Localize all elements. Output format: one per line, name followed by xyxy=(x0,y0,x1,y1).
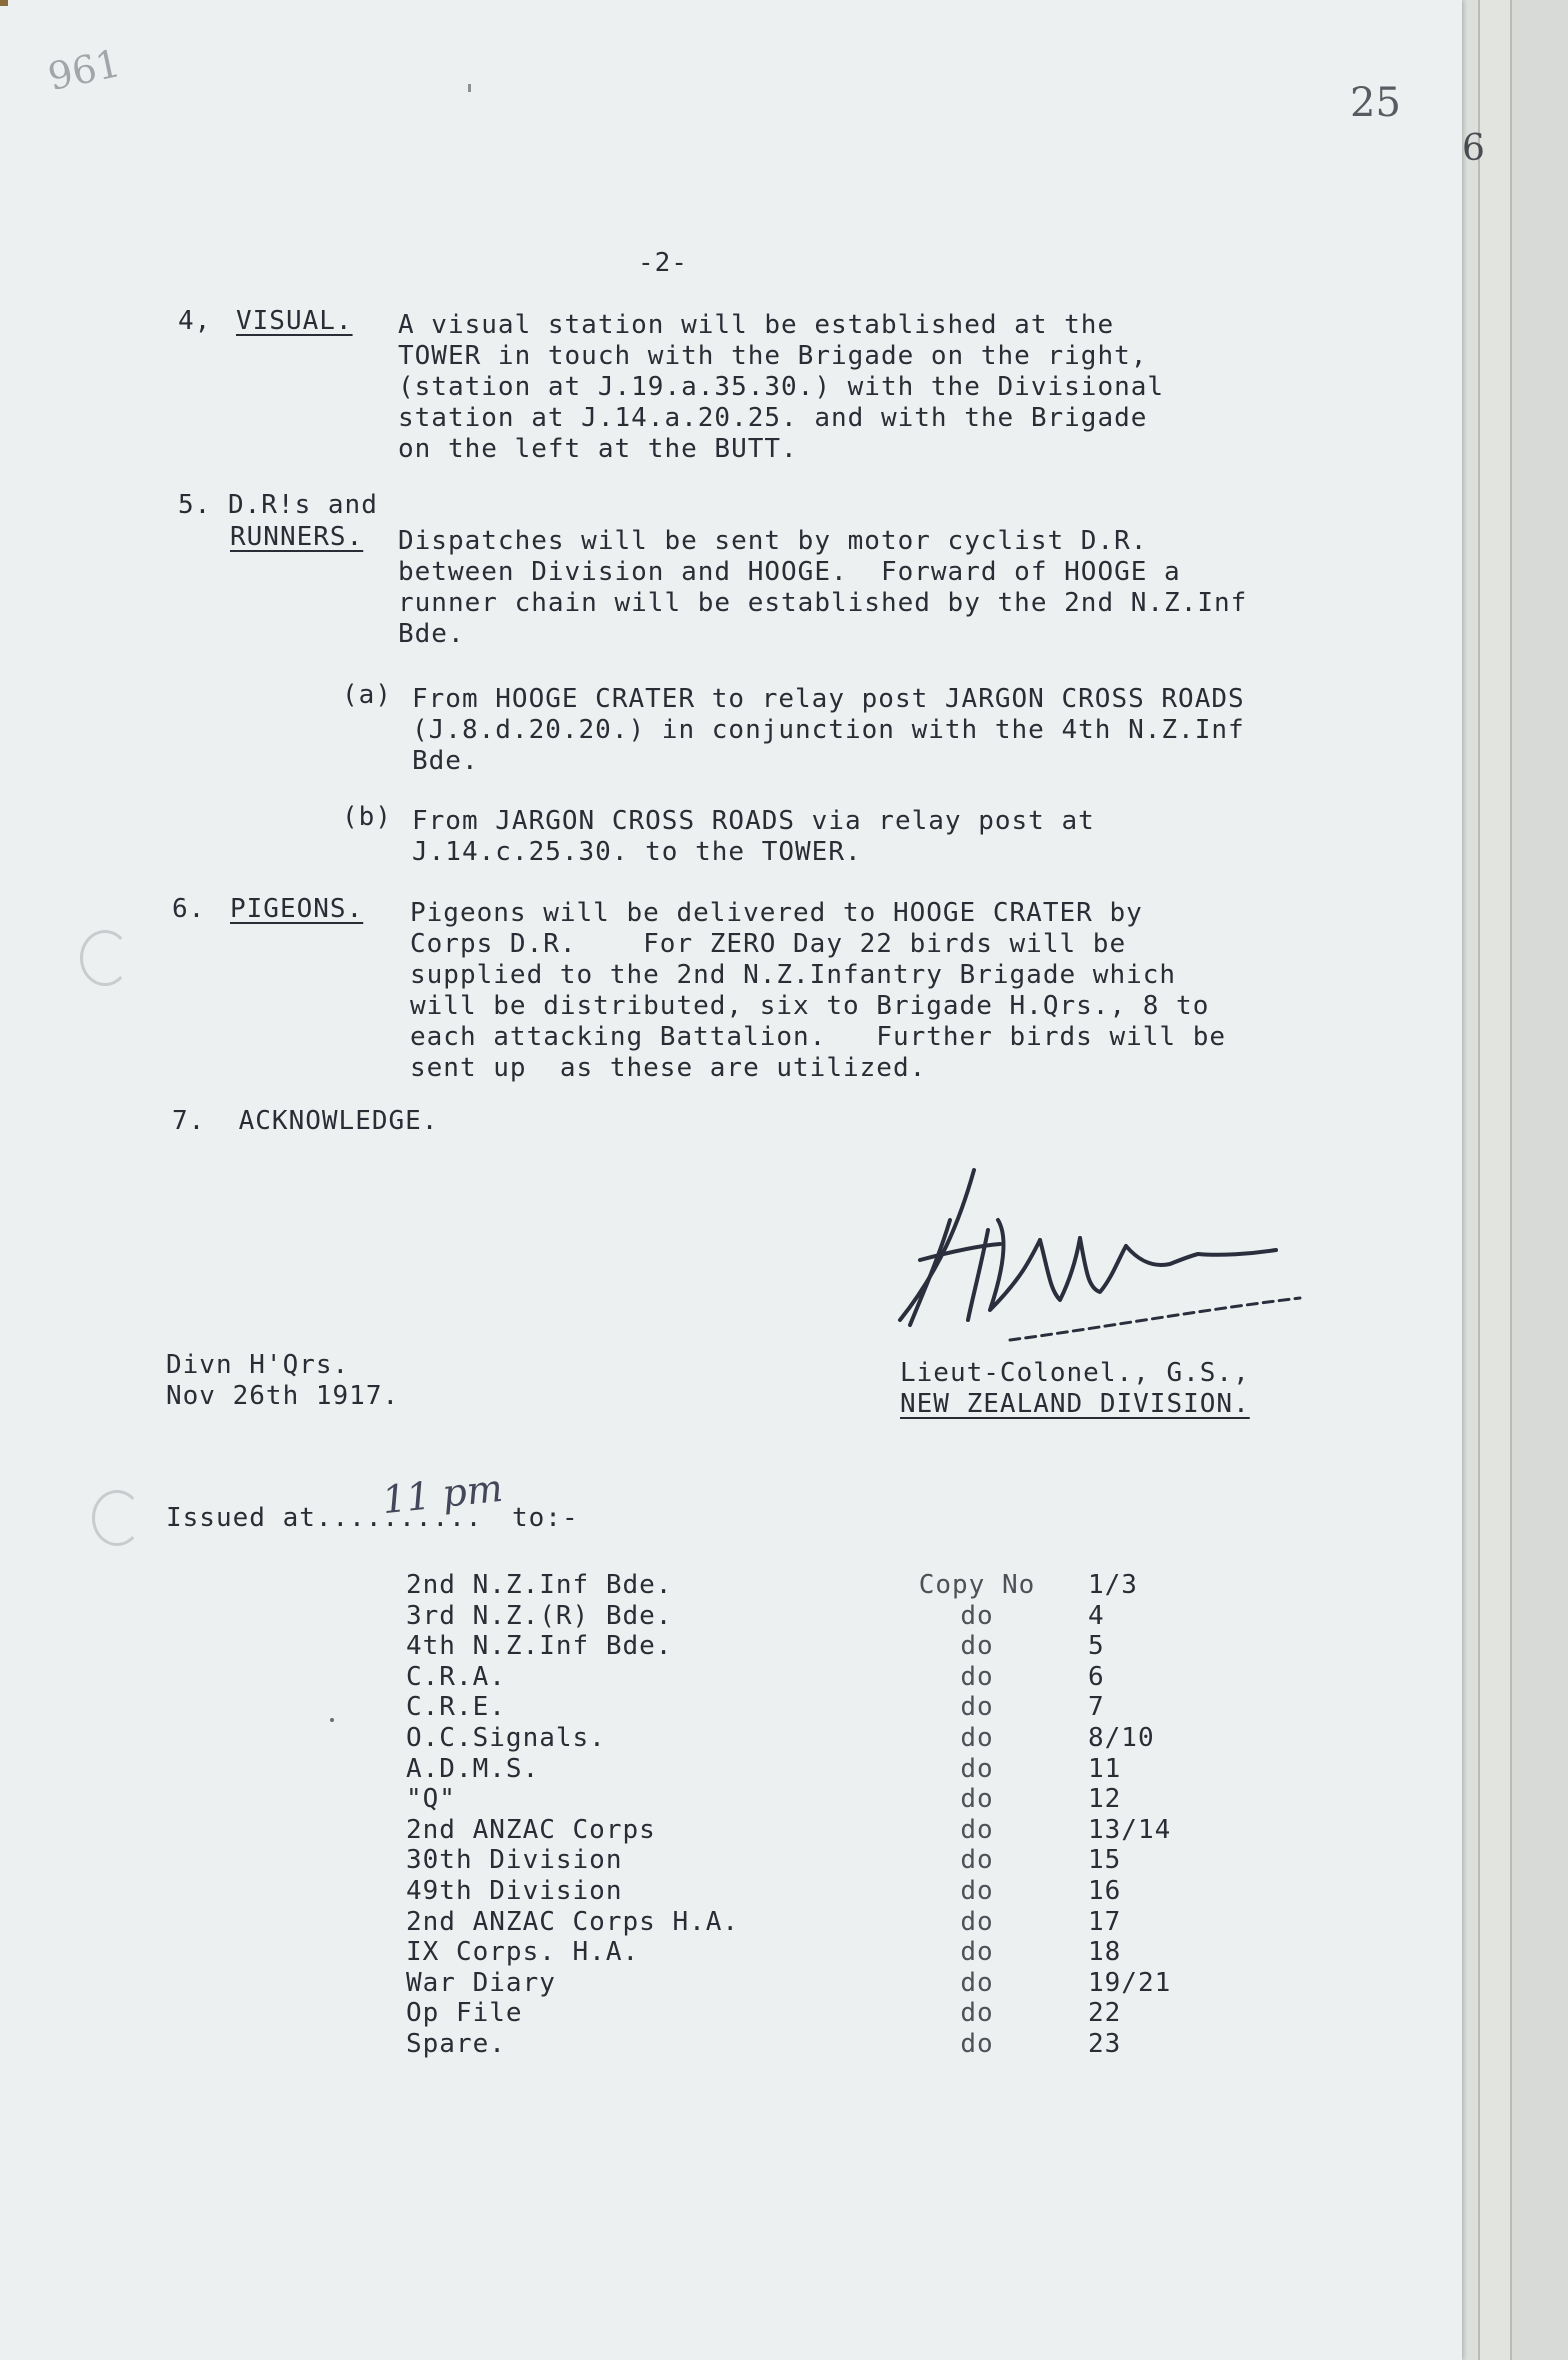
section-title-pigeons: PIGEONS. xyxy=(230,894,364,924)
item-label: (b) xyxy=(342,802,392,832)
item-label: (a) xyxy=(342,680,392,710)
section-number: 4, xyxy=(178,306,212,336)
distribution-row: C.R.E. do 7 xyxy=(406,1692,1105,1723)
distribution-row: Op File do 22 xyxy=(406,1998,1122,2029)
punch-hole xyxy=(92,1490,142,1546)
distribution-row: "Q" do 12 xyxy=(406,1784,1122,1815)
section-title-runners: RUNNERS. xyxy=(230,522,364,552)
section-number: 6. xyxy=(172,894,206,924)
distribution-row: War Diary do 19/21 xyxy=(406,1967,1172,1998)
distribution-row: IX Corps. H.A. do 18 xyxy=(406,1937,1122,1968)
distribution-row: 3rd N.Z.(R) Bde. do 4 xyxy=(406,1600,1105,1631)
stamped-folio-number: 25 xyxy=(1350,80,1401,126)
punch-hole xyxy=(80,930,130,986)
distribution-row: 2nd ANZAC Corps do 13/14 xyxy=(406,1814,1172,1845)
section-body-visual: A visual station will be established at the TOWER in touch with the Brigade on the right, (station at J.19.a.35.30.) with the Divisional station at J.14.a.20.25. and with the Brigade on the left at the BUTT. xyxy=(398,310,1165,464)
tape-mark xyxy=(0,0,8,6)
distribution-row: 30th Division do 15 xyxy=(406,1845,1122,1876)
edge-folio-number: 6 xyxy=(1462,128,1485,169)
distribution-row: 49th Division do 16 xyxy=(406,1875,1122,1906)
section-body-pigeons: Pigeons will be delivered to HOOGE CRATER by Corps D.R. For ZERO Day 22 birds will be supplied to the 2nd N.Z.Infantry Brigade which will be distributed, six to Brigade H.Qrs., 8 to each attacking Battalion. Further birds will be sent up as these are utilized. xyxy=(410,898,1227,1083)
distribution-row: 4th N.Z.Inf Bde. do 5 xyxy=(406,1631,1105,1662)
section-title-line1: 5. D.R!s and xyxy=(178,490,378,520)
ink-dot xyxy=(330,1718,334,1722)
pencil-folio-number: 961 xyxy=(44,40,125,100)
handwritten-signature xyxy=(880,1160,1320,1350)
item-text: From HOOGE CRATER to relay post JARGON CROSS ROADS (J.8.d.20.20.) in conjunction with the 4th N.Z.Inf Bde. xyxy=(412,684,1245,776)
distribution-row: 2nd ANZAC Corps H.A. do 17 xyxy=(406,1906,1122,1937)
issued-suffix: to:- xyxy=(512,1503,579,1533)
ink-speck xyxy=(468,84,471,92)
distribution-row: A.D.M.S. do 11 xyxy=(406,1753,1122,1784)
distribution-row: 2nd N.Z.Inf Bde. Copy No 1/3 xyxy=(406,1570,1138,1600)
signatory-block: Lieut-Colonel., G.S., NEW ZEALAND DIVISION. xyxy=(900,1358,1250,1419)
distribution-list xyxy=(406,1570,1288,2060)
origin-block: Divn H'Qrs. Nov 26th 1917. xyxy=(166,1350,400,1411)
issued-time-handwritten: 11 pm xyxy=(380,1465,505,1523)
item-text: From JARGON CROSS ROADS via relay post at J.14.c.25.30. to the TOWER. xyxy=(412,806,1095,867)
distribution-row: Spare. do 23 xyxy=(406,2028,1122,2059)
issued-label: Issued at.......... xyxy=(166,1503,483,1533)
distribution-row: C.R.A. do 6 xyxy=(406,1661,1105,1692)
section-title-visual: VISUAL. xyxy=(236,306,353,336)
section-acknowledge: 7. ACKNOWLEDGE. xyxy=(172,1106,439,1136)
distribution-row: O.C.Signals. do 8/10 xyxy=(406,1722,1155,1753)
section-body-runners: Dispatches will be sent by motor cyclist D.R. between Division and HOOGE. Forward of HOOGE a runner chain will be established by the 2nd N.Z.Inf Bde. xyxy=(398,526,1248,649)
underlying-sheet-edge xyxy=(1510,0,1568,2360)
page-number: -2- xyxy=(638,248,688,278)
